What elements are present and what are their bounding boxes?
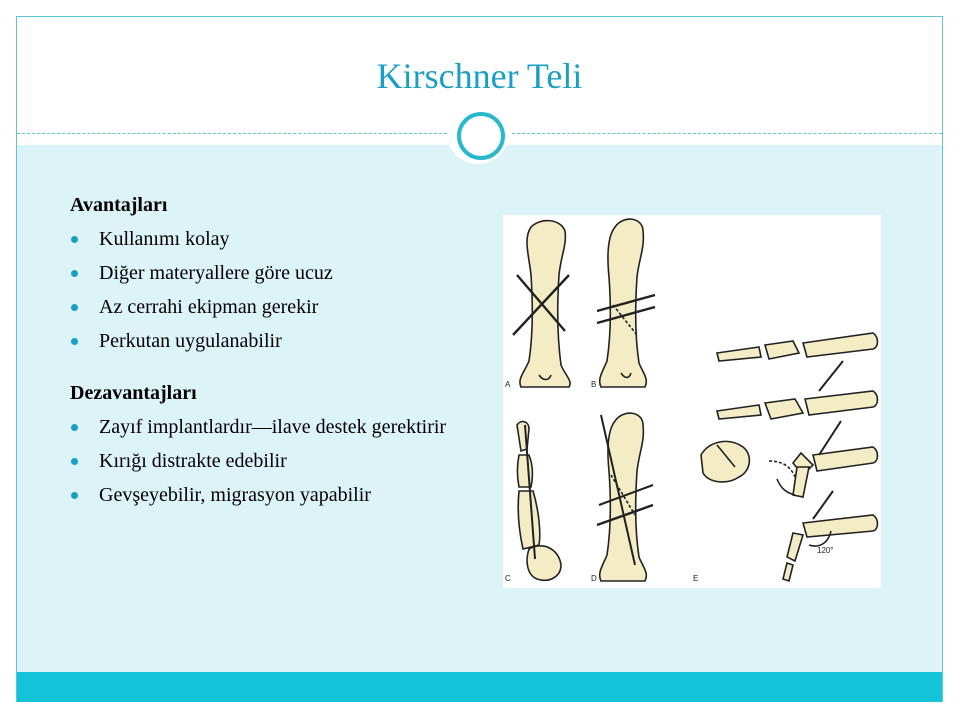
bullet-icon (71, 458, 78, 465)
text-content (70, 193, 470, 517)
bone-panel-b (597, 219, 655, 387)
list-item: Gevşeyebilir, migrasyon yapabilir (70, 483, 470, 507)
footer-bar (17, 672, 942, 702)
bullet-icon (71, 492, 78, 499)
advantages-list (70, 227, 470, 353)
panel-label-c: C (505, 574, 511, 583)
bullet-icon (71, 304, 78, 311)
kirschner-wire-illustration (503, 215, 881, 588)
bone-panel-a (513, 221, 570, 387)
disadvantages-heading: Dezavantajları (70, 382, 197, 404)
list-item: Az cerrahi ekipman gerekir (70, 295, 470, 319)
bullet-icon (71, 236, 78, 243)
bullet-icon (71, 338, 78, 345)
panel-label-d: D (591, 574, 597, 583)
disadvantages-list (70, 415, 470, 507)
divider-circle-icon (457, 112, 505, 160)
bone-panel-d (597, 413, 653, 581)
finger-panel-e (701, 333, 878, 581)
panel-label-a: A (505, 380, 511, 389)
panel-label-b: B (591, 380, 597, 389)
list-item: Perkutan uygulanabilir (70, 329, 470, 353)
bullet-icon (71, 270, 78, 277)
title-divider-left (17, 133, 447, 134)
list-item: Kullanımı kolay (70, 227, 470, 251)
advantages-heading: Avantajları (70, 194, 168, 216)
list-item: Kırığı distrakte edebilir (70, 449, 470, 473)
angle-label: 120° (817, 546, 834, 555)
bullet-icon (71, 424, 78, 431)
panel-label-e: E (693, 574, 699, 583)
bone-panel-c (517, 422, 561, 581)
list-item: Diğer materyallere göre ucuz (70, 261, 470, 285)
slide-title: Kirschner Teli (376, 56, 583, 96)
title-divider-right (512, 133, 942, 134)
list-item: Zayıf implantlardır—ilave destek gerektirir (70, 415, 470, 439)
